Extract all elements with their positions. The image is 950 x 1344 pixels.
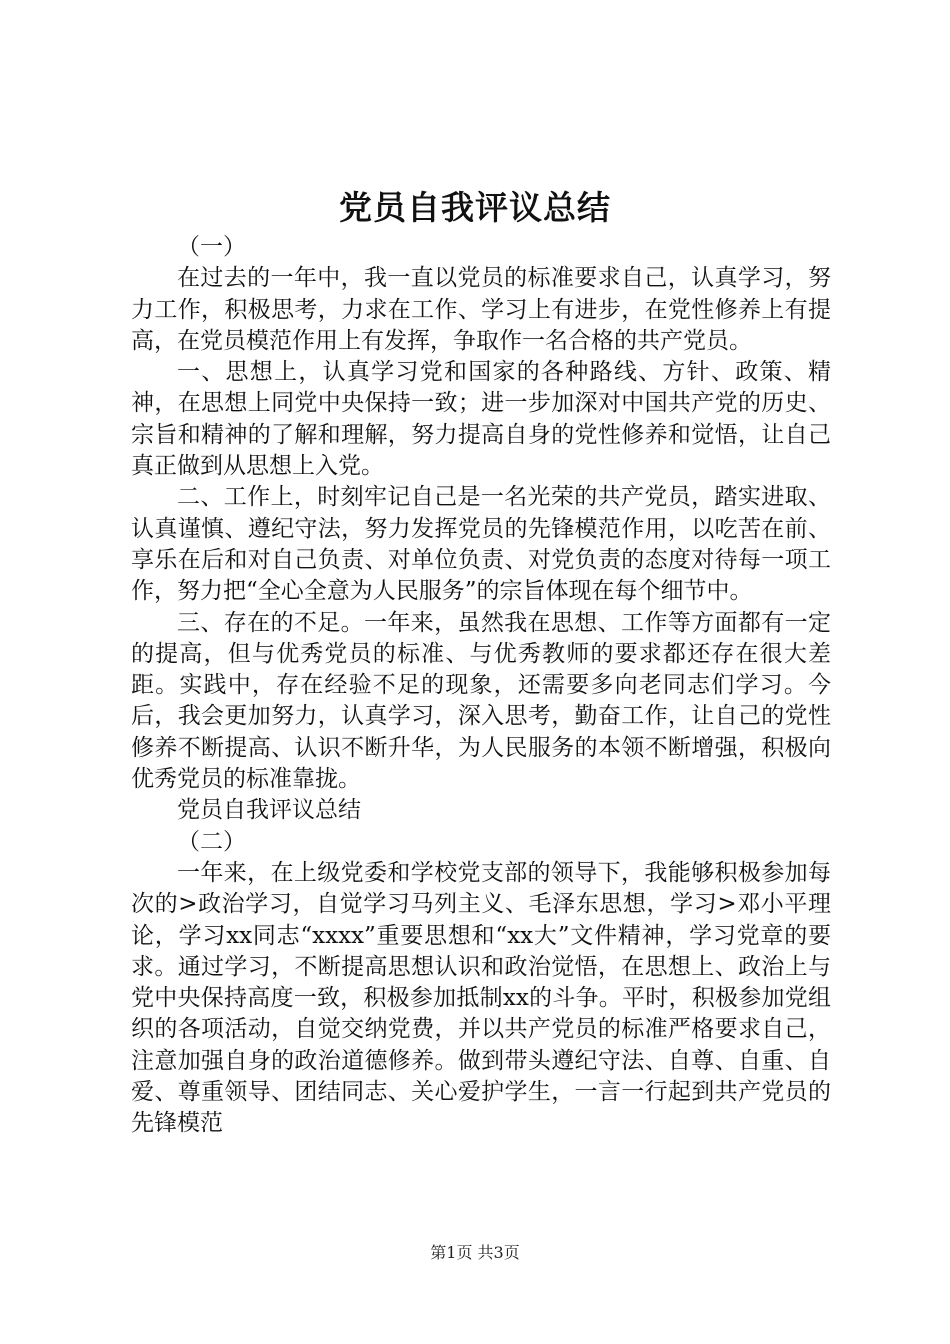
page-footer: 第1页 共3页 <box>430 1243 520 1262</box>
document-title: 党员自我评议总结 <box>339 188 611 227</box>
paragraph: 在过去的一年中，我一直以党员的标准要求自己，认真学习，努力工作，积极思考，力求在工作、学习上有进步，在党性修养上有提高，在党员模范作用上有发挥，争取作一名合格的共产党员。 <box>131 265 831 354</box>
paragraph: 一、思想上，认真学习党和国家的各种路线、方针、政策、精神，在思想上同党中央保持一致；进一步加深对中国共产党的历史、宗旨和精神的了解和理解，努力提高自身的党性修养和觉悟，让自己真正做到从思想上入党。 <box>131 359 831 480</box>
section-number: （一） <box>177 234 246 260</box>
section-heading: 党员自我评议总结 <box>177 797 361 824</box>
paragraph: 一年来，在上级党委和学校党支部的领导下，我能够积极参加每次的>政治学习，自觉学习马列主义、毛泽东思想，学习>邓小平理论，学习xx同志“xxxx”重要思想和“xx大”文件精神，学习党章的要求。通过学习，不断提高思想认识和政治觉悟，在思想上、政治上与党中央保持高度一致，积极参加抵制xx的斗争。平时，积极参加党组织的各项活动，自觉交纳党费，并以共产党员的标准严格要求自己，注意加强自身的政治道德修养。做到带头遵纪守法、自尊、自重、自爱、尊重领导、团结同志、关心爱护学生，一言一行起到共产党员的先锋模范 <box>131 859 831 1137</box>
section-number: （二） <box>177 828 246 855</box>
paragraph: 二、工作上，时刻牢记自己是一名光荣的共产党员，踏实进取、认真谨慎、遵纪守法，努力发挥党员的先锋模范作用，以吃苦在前、享乐在后和对自己负责、对单位负责、对党负责的态度对待每一项工作，努力把“全心全意为人民服务”的宗旨体现在每个细节中。 <box>131 484 831 605</box>
paragraph: 三、存在的不足。一年来，虽然我在思想、工作等方面都有一定的提高，但与优秀党员的标准、与优秀教师的要求都还存在很大差距。实践中，存在经验不足的现象，还需要多向老同志们学习。今后，我会更加努力，认真学习，深入思考，勤奋工作，让自己的党性修养不断提高、认识不断升华，为人民服务的本领不断增强，积极向优秀党员的标准靠拢。 <box>131 609 831 793</box>
document-body <box>131 232 831 1140</box>
